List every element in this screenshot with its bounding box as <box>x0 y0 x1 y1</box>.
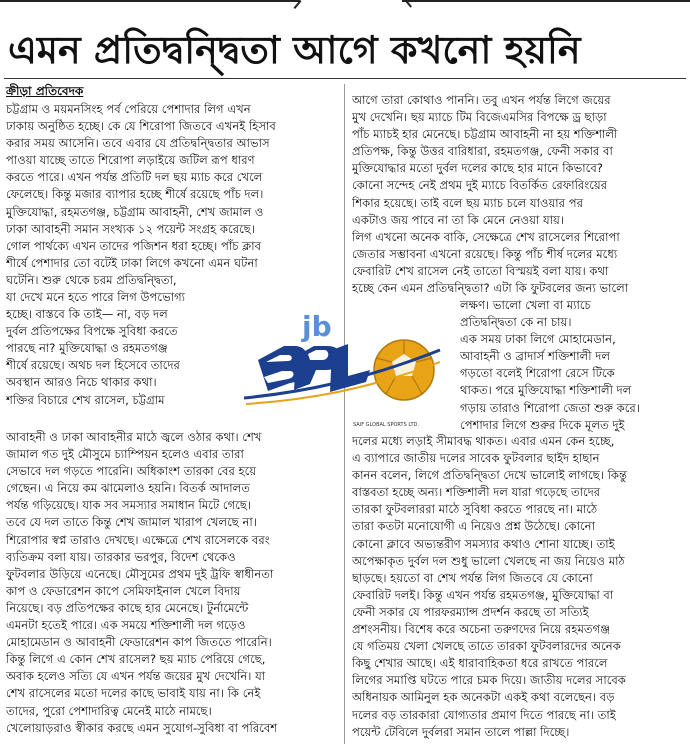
text-line: গড়তো বলেই শিরোপা রেসে টিকে <box>460 366 615 381</box>
text-line: যে গতিময় খেলা খেলছে তাতে তারকা ফুটবলারদের অনেক <box>352 639 621 654</box>
text-line: মুক্তিযোদ্ধা, রহমতগঞ্জ, চট্টগ্রাম আবাহনী, শেখ জামাল ও <box>6 204 264 219</box>
text-line: অবস্থান আরও নিচে থাকার কথা। <box>6 375 157 390</box>
text-line: গড়ায় তারাও শিরোপা জেতা শুরু করে। <box>460 400 640 415</box>
text-line: প্রশংসনীয়। বিশেষ করে অচেনা তরুণদের নিয়ে রহমতগঞ্জ <box>352 622 611 637</box>
logo-bpl-letters <box>258 344 370 392</box>
text-line: লক্ষণ। ভালো খেলা বা ম্যাচে <box>460 298 591 312</box>
text-line: দলের মধ্যে লড়াই সীমাবদ্ধ থাকত। এবার এমন কেন হচ্ছে, <box>352 434 615 448</box>
text-line: জেতার সম্ভাবনা এখনো রয়েছে। কিন্তু পাঁচ শীর্ষ দলের মধ্যে <box>352 246 618 261</box>
text-line: প্রতিদ্বন্দ্বিতা কে না চায়। <box>460 315 572 330</box>
text-line: থাকত। পরে মুক্তিযোদ্ধা শক্তিশালী দল <box>460 383 632 398</box>
right-col-block-b <box>460 297 684 434</box>
text-line: মুক্তিযোদ্ধার মতো দুর্বল দলের কাছে হার মানে কিভাবে? <box>352 161 603 176</box>
logo-monogram: jb <box>302 310 332 343</box>
text-line: ফেবারিট শেখ রাসেল নেই তাতো বিস্ময়ই বলা যায়। কথা <box>352 263 609 278</box>
left-col-block-a <box>6 101 336 289</box>
text-line: দলের বড় তারকারা যোগ্যতার প্রমাণ দিতে পারছে না। তাই <box>352 707 616 722</box>
right-col-block-a <box>352 92 684 297</box>
text-line: জামাল গত দুই মৌসুমে চ্যাম্পিয়ন হলেও এবার তারা <box>6 447 244 462</box>
logo-tagline: SAIF GLOBAL SPORTS LTD. <box>353 422 419 428</box>
text-line: আবাহনী ও ঢাকা আবাহনীর মাঠে জ্বলে ওঠার কথা। শেখ <box>6 430 262 444</box>
headline-rule <box>4 78 686 79</box>
text-line: ঢাকা আবাহনী সমান সংখ্যক ১২ পয়েন্ট সংগ্রহ করেছে। <box>6 221 255 236</box>
text-line: খেলোয়াড়রাও স্বীকার করছে এমন সুযোগ-সুবিধা বা পরিবেশ <box>6 720 278 735</box>
text-line: তবে যে দল তাতে কিন্তু শেখ জামাল খারাপ খেলছে না। <box>6 515 257 530</box>
text-line: ব্যতিক্রম বলা যায়। তারকার ভরপুর, বিদেশ থেকেও <box>6 549 236 564</box>
text-line: প্রতিপক্ষ, কিন্তু উত্তর বারিধারা, রহমতগঞ্জ, ফেনী সকার বা <box>352 144 613 159</box>
text-line: গেছেন। এ নিয়ে কম ঝামেলাও হয়নি। বিতর্ক আদালত <box>6 481 250 496</box>
text-line: শীর্ষে পেশাদার তো বটেই ঢাকা লিগে কখনো এমন ঘটনা <box>6 255 258 270</box>
text-line: ফেলেছে। কিন্তু মজার ব্যাপার হচ্ছে শীর্ষে রয়েছে পাঁচ দল। <box>6 187 264 202</box>
bpl-logo <box>236 302 452 432</box>
top-rule <box>0 0 690 8</box>
text-line: করতে পারে। এখন পর্যন্ত প্রতিটি দল ছয় ম্যাচ করে খেলে <box>6 170 263 185</box>
text-line: অপেক্ষাকৃত দুর্বল দল শুধু ভালো খেলছে না জয় নিয়েও মাঠ <box>352 553 625 568</box>
byline: ক্রীড়া প্রতিবেদক <box>6 84 84 98</box>
text-line: চট্টগ্রাম ও ময়মনসিংহ পর্ব পেরিয়ে পেশাদার লিগ এখন <box>6 102 251 116</box>
text-line: কিন্তু লিগে এ কোন শেখ রাসেল? ছয় ম্যাচ পেরিয়ে গেছে, <box>6 652 266 667</box>
text-line: তারকা ফুটবলাররা মাঠে সুবিধা করতে পারছে না। মাঠে <box>352 502 598 517</box>
text-line: এ ব্যাপারে জাতীয় দলের সাবেক ফুটবলার ছাইদ হাছান <box>352 451 600 466</box>
text-line: পারছে না? মুক্তিযোদ্ধা ও রহমতগঞ্জ <box>6 341 168 356</box>
text-line: পর্যন্ত গড়িয়েছে। যাক সব সমস্যার সমাধান মিটে গেছে। <box>6 498 252 513</box>
text-line: কিছু শেখার আছে। এই ধারাবাহিকতা ধরে রাখতে পারলে <box>352 656 608 671</box>
text-line: মোহামেডান ও আবাহনী ফেডারেশন কাপ জিততে পারেনি। <box>6 635 272 650</box>
text-line: পাঁচ ম্যাচই হার মেনেছে। চট্টগ্রাম আবাহনী না হয় শক্তিশালী <box>352 127 618 142</box>
text-line: যা দেখে মনে হতে পারে লিগ উপভোগ্য <box>6 290 186 304</box>
text-line: ছাড়ছে। হয়তো বা শেখ পর্যন্ত লিগ জিতবে যে কোনো <box>352 570 593 585</box>
headline: এমন প্রতিদ্বন্দ্বিতা আগে কখনো হয়নি <box>8 28 581 72</box>
text-line: আগে তারা কোথাও পাননি। তবু এখন পর্যন্ত লিগে জয়ের <box>352 93 611 107</box>
left-col-block-b <box>6 289 234 409</box>
text-line: বাস্তবতা হচ্ছে অন্য। শক্তিশালী দল যারা গড়েছে তাদের <box>352 485 601 500</box>
text-line: দুর্বল প্রতিপক্ষের বিপক্ষে সুবিধা করতে <box>6 324 178 339</box>
text-line: সেভাবে দল গড়তে পারেনি। অধিকাংশ তারকা বের হয়ে <box>6 464 257 479</box>
text-line: করার সময় আসেনি। তবে এবার যে প্রতিদ্বন্দ্বিতার আভাস <box>6 136 270 151</box>
text-line: ফেনী সকার যে পারফরম্যান্স প্রদর্শন করছে তা সত্যিই <box>352 604 589 619</box>
text-line: শিরোপার স্বপ্ন তারাও দেখছে। এক্ষেত্রে শেখ রাসেলকে বরং <box>6 532 270 547</box>
text-line: গোল পার্থক্যে এখন তাদের পজিশন ধরা হচ্ছে। পাঁচ ক্লাব <box>6 238 262 253</box>
text-line: তারা কতটা মনোযোগী এ নিয়েও প্রশ্ন উঠেছে। কোনো <box>352 519 595 534</box>
text-line: অধিনায়ক আমিনুল হক অনেকটা একই কথা বলেছেন। বড় <box>352 690 615 705</box>
text-line: একটাও জয় পাবে না তা কি মেনে নেওয়া যায়। <box>352 212 565 227</box>
text-line: ঘটেনি। শুরু থেকে চরম প্রতিদ্বন্দ্বিতা, <box>6 272 177 287</box>
text-line: পাওয়া যাচ্ছে তাতে শিরোপা লড়াইয়ে জটিল রূপ ধারণ <box>6 153 255 168</box>
text-line: কাপ ও ফেডারেশন কাপে সেমিফাইনাল খেলে বিদায় <box>6 583 241 598</box>
text-line: অবাক হলেও সত্যি যে এখন পর্যন্ত জয়ের মুখ দেখেনি। যা <box>6 669 266 684</box>
text-line: কোনো সন্দেহ নেই প্রথম দুই ম্যাচে বিতর্কিত রেফারিংয়ের <box>352 178 608 193</box>
text-line: আবাহনী ও ব্রাদার্স শক্তিশালী দল <box>460 349 611 364</box>
text-line: পেশাদার লিগে শুরুর দিকে মূলত দুই <box>460 417 625 432</box>
text-line: কোনো ক্লাবে অভ্যন্তরীণ সমস্যার কথাও শোনা যাচ্ছে। তাই <box>352 536 615 551</box>
text-line: নিয়েছে। বড় প্রতিপক্ষের কাছে হার মেনেছে। টুর্নামেন্টে <box>6 600 249 615</box>
text-line: কানন বলেন, লিগে প্রতিদ্বন্দ্বিতা দেখে ভালোই লাগছে। কিন্তু <box>352 468 628 483</box>
text-line: শীর্ষে রয়েছে। অথচ দল হিসেবে তাদের <box>6 358 180 373</box>
text-line: ফেবারিট দলই। কিন্তু এখন পর্যন্ত রহমতগঞ্জ, মুক্তিযোদ্ধা বা <box>352 587 614 602</box>
text-line: শেখ রাসেলের মতো দলের কাছে ভাবাই যায় না। কি নেই <box>6 686 261 701</box>
text-line: শিকার হয়েছে। তাই বলে ছয় ম্যাচ চলে যাওয়ার পর <box>352 195 583 210</box>
text-line: মুখ দেখেনি। ছয় ম্যাচে টিম বিজেএমসির বিপক্ষে ড্র ছাড়া <box>352 110 607 125</box>
text-line: পয়েন্ট টেবিলে দুর্বলরা সমান তালে পাল্লা দিচ্ছে। <box>352 724 570 739</box>
right-col-block-c <box>352 433 684 741</box>
text-line: ঢাকায় অনুষ্ঠিত হচ্ছে। কে যে শিরোপা জিতবে এখনই হিসাব <box>6 119 276 134</box>
text-line: এমনটা হতেই পারে। এক সময়ে শক্তিশালী দল গড়েও <box>6 618 246 633</box>
text-line: লিগ এখনো অনেক বাকি, সেক্ষেত্রে শেখ রাসেলের শিরোপা <box>352 229 620 244</box>
text-line: হচ্ছে কেন এমন প্রতিদ্বন্দ্বিতা? এটা কি ফুটবলের জন্য ভালো <box>352 281 629 296</box>
text-line: এক সময় ঢাকা লিগে মোহামেডান, <box>460 332 616 347</box>
text-line: লিগের সমাপ্তি ঘটতে পারে চমক দিয়ে। জাতীয় দলের সাবেক <box>352 673 626 688</box>
text-line: তাদের, পুরো পেশাদারিত্ব মেনেই মাঠে নামছে। <box>6 703 212 718</box>
left-col-block-c <box>6 429 336 737</box>
text-line: হচ্ছে। বাস্তবে কি তাই— না, বড় দল <box>6 307 168 322</box>
text-line: শক্তির বিচারে শেখ রাসেল, চট্টগ্রাম <box>6 392 165 407</box>
text-line: ফুটবলার উড়িয়ে এনেছে। মৌসুমের প্রথম দুই ট্রফি স্বাধীনতা <box>6 566 274 581</box>
